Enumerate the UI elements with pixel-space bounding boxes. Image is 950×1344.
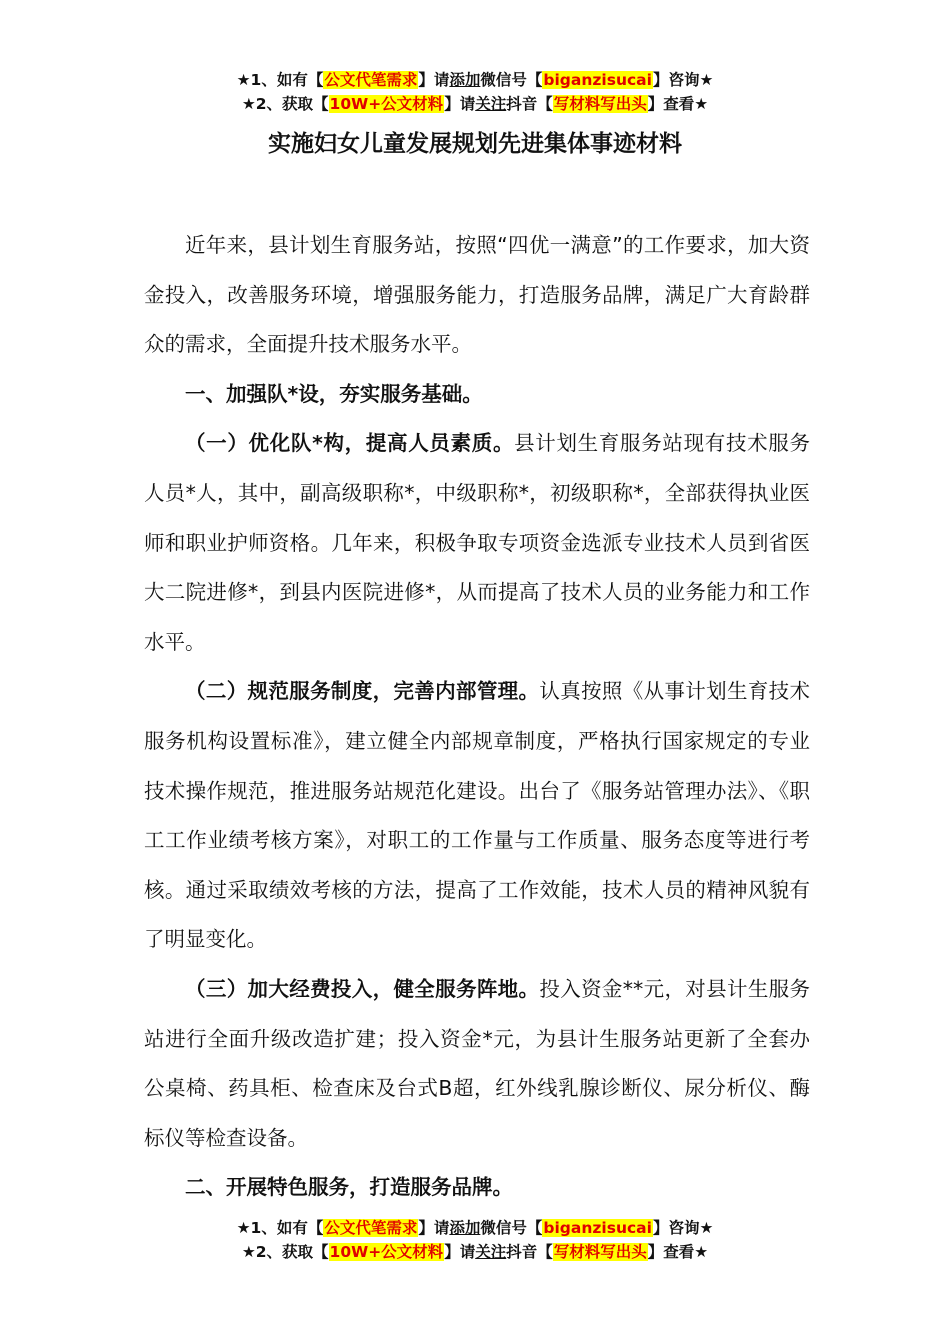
highlight-text: 公文代笔需求: [324, 71, 418, 89]
item-heading-1: （一）优化队*构，提高人员素质。: [185, 431, 515, 456]
paragraph-item-2: （二）规范服务制度，完善内部管理。认真按照《从事计划生育技术服务机构设置标准》，建立健全内部规章制度，严格执行国家规定的专业技术操作规范，推进服务站规范化建设。出台了《服务站管理办法》、《职工工作业绩考核方案》，对职工的工作量与工作质量、服务态度等进行考核。通过采取绩效考核的方法，提高了工作效能，技术人员的精神风貌有了明显变化。: [144, 679, 811, 952]
highlight-text: 公文代笔需求: [324, 1219, 418, 1237]
promo-banner-bottom: [0, 1216, 950, 1264]
highlight-text: 10W+公文材料: [329, 1243, 444, 1261]
highlight-text: 10W+公文材料: [329, 95, 444, 113]
highlight-text: biganzisucai: [543, 71, 652, 89]
paragraph-item-3: （三）加大经费投入，健全服务阵地。投入资金**元，对县计生服务站进行全面升级改造扩建；投入资金*元，为县计生服务站更新了全套办公桌椅、药具柜、检查床及台式B超，红外线乳腺诊断仪、尿分析仪、酶标仪等检查设备。: [144, 976, 811, 1150]
promo-line-2: ★2、获取【10W+公文材料】请关注抖音【写材料写出头】查看★: [241, 1243, 709, 1261]
section-heading-1: 一、加强队*设，夯实服务基础。: [185, 381, 483, 406]
highlight-text: biganzisucai: [543, 1219, 652, 1237]
item-heading-2: （二）规范服务制度，完善内部管理。: [185, 679, 540, 704]
promo-line-2: ★2、获取【10W+公文材料】请关注抖音【写材料写出头】查看★: [241, 95, 709, 113]
promo-line-1: ★1、如有【公文代笔需求】请添加微信号【biganzisucai】咨询★: [236, 71, 714, 89]
highlight-text: 写材料写出头: [553, 95, 647, 113]
highlight-text: 写材料写出头: [553, 1243, 647, 1261]
promo-line-1: ★1、如有【公文代笔需求】请添加微信号【biganzisucai】咨询★: [236, 1219, 714, 1237]
item-heading-3: （三）加大经费投入，健全服务阵地。: [185, 976, 540, 1001]
paragraph-item-1: （一）优化队*构，提高人员素质。县计划生育服务站现有技术服务人员*人，其中，副高级职称*，中级职称*，初级职称*，全部获得执业医师和职业护师资格。几年来，积极争取专项资金选派专业技术人员到省医大二院进修*，到县内医院进修*，从而提高了技术人员的业务能力和工作水平。: [144, 431, 810, 654]
document-title: 实施妇女儿童发展规划先进集体事迹材料: [268, 131, 682, 157]
document-body: [144, 221, 810, 1213]
promo-banner-top: [0, 68, 950, 116]
section-heading-2: 二、开展特色服务，打造服务品牌。: [185, 1175, 513, 1200]
intro-paragraph: 近年来，县计划生育服务站，按照“四优一满意”的工作要求，加大资金投入，改善服务环境，增强服务能力，打造服务品牌，满足广大育龄群众的需求，全面提升技术服务水平。: [144, 233, 810, 357]
